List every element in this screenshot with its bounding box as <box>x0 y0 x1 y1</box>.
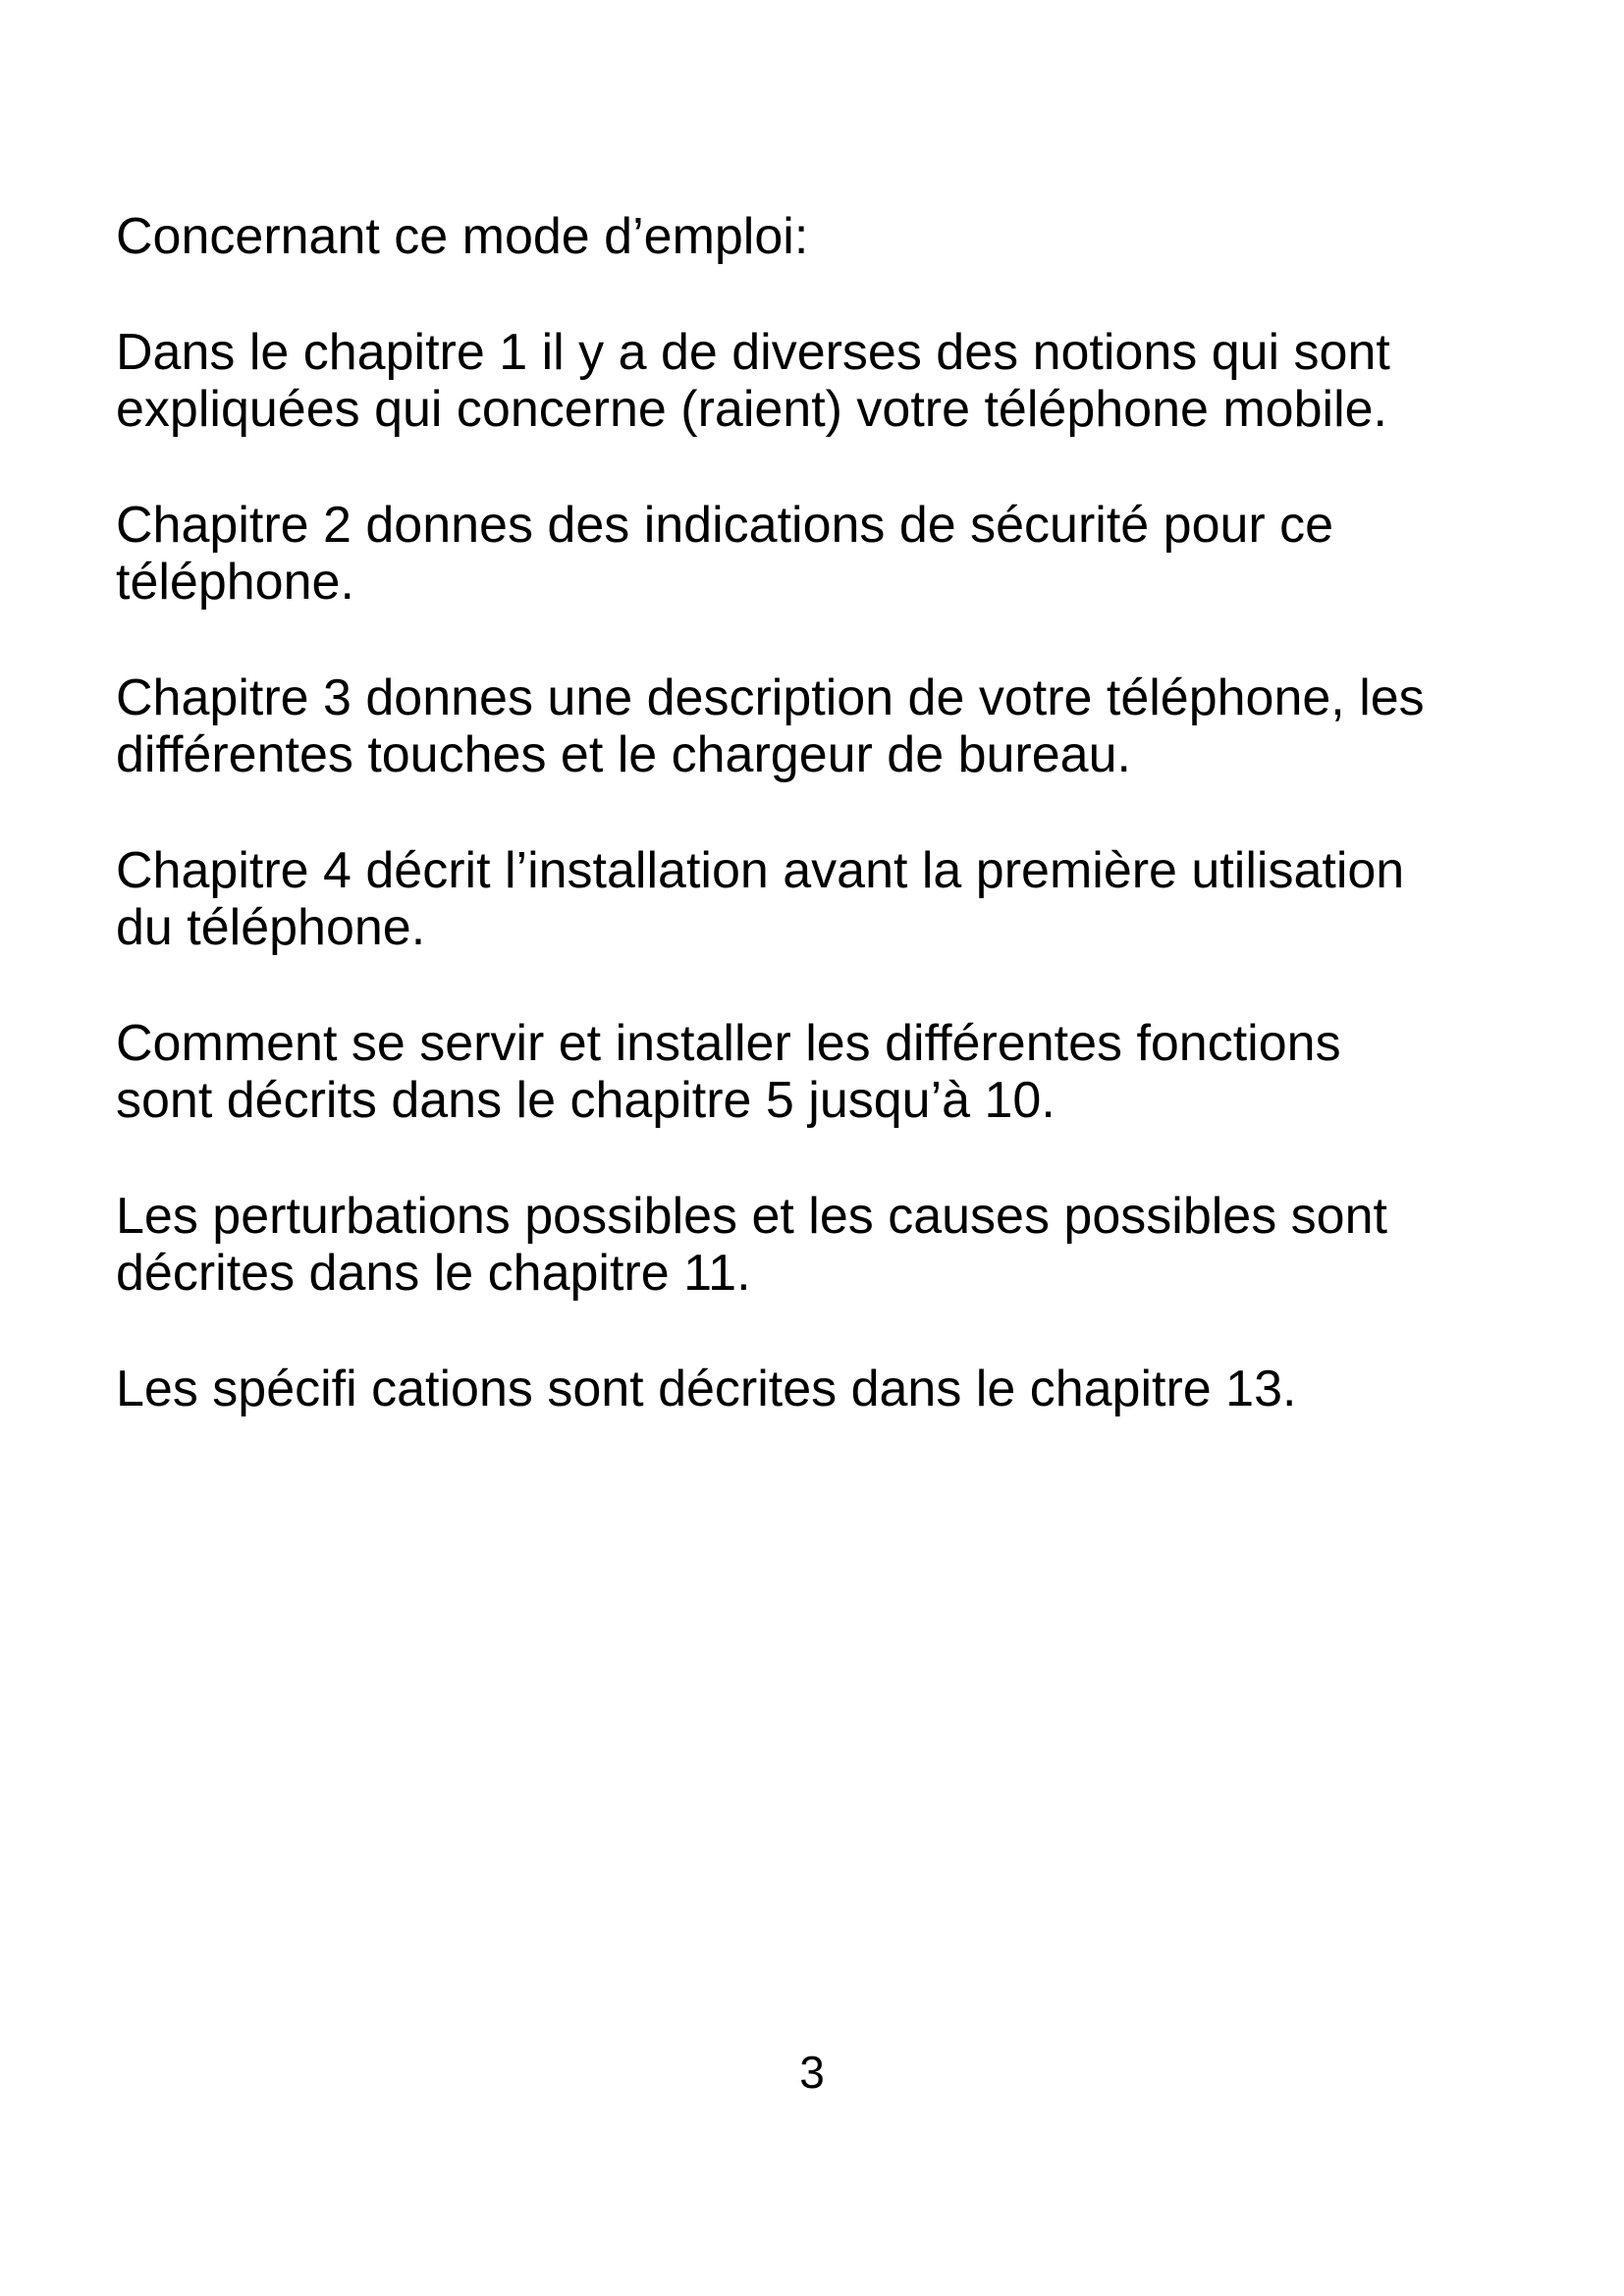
paragraph-chapter-2 <box>116 497 1530 611</box>
text-line: Comment se servir et installer les différentes fonctions <box>116 1015 1341 1072</box>
text-line: du téléphone. <box>116 899 426 956</box>
text-line: expliquées qui concerne (raient) votre téléphone mobile. <box>116 381 1387 438</box>
intro-heading <box>116 208 1530 265</box>
page-number: 3 <box>799 2047 825 2098</box>
paragraph-chapter-4 <box>116 842 1530 956</box>
text-line: Les spécifi cations sont décrites dans le chapitre 13. <box>116 1361 1297 1417</box>
text-line: Les perturbations possibles et les causes possibles sont <box>116 1188 1387 1245</box>
text-line: Chapitre 4 décrit l’installation avant la première utilisation <box>116 842 1405 899</box>
document-body <box>116 208 1530 1476</box>
paragraph-chapter-3 <box>116 669 1530 783</box>
paragraph-chapter-1 <box>116 324 1530 438</box>
text-line: Concernant ce mode d’emploi: <box>116 208 809 265</box>
paragraph-chapter-13 <box>116 1361 1530 1417</box>
text-line: sont décrits dans le chapitre 5 jusqu’à 10. <box>116 1072 1056 1129</box>
paragraph-chapter-11 <box>116 1188 1530 1302</box>
text-line: décrites dans le chapitre 11. <box>116 1245 751 1302</box>
paragraph-chapters-5-10 <box>116 1015 1530 1129</box>
text-line: Chapitre 3 donnes une description de votre téléphone, les <box>116 669 1425 726</box>
text-line: différentes touches et le chargeur de bureau. <box>116 726 1131 783</box>
text-line: téléphone. <box>116 554 354 611</box>
text-line: Chapitre 2 donnes des indications de sécurité pour ce <box>116 497 1334 554</box>
text-line: Dans le chapitre 1 il y a de diverses des notions qui sont <box>116 324 1390 381</box>
